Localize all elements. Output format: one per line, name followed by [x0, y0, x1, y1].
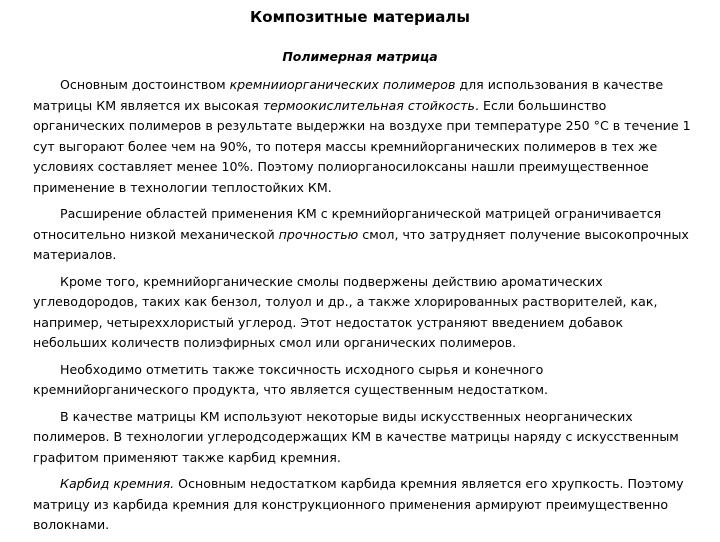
emphasis-text: термоокислительная стойкость [262, 97, 475, 113]
paragraph-strength [33, 204, 695, 266]
paragraph-text: . Если большинство органических полимеров в результате выдержки на воздухе при температуре 250 °С в течение 1 сут выгорают более чем на 90%, то потеря массы кремнийорганических полимеров в тех же условиях составляет менее 10%. Поэтому полиорганосилоксаны нашли преимущественное применение в технологии теплостойких КМ. [33, 97, 691, 195]
paragraph-advantages [33, 75, 695, 198]
paragraph-text: Основным недостатком карбида кремния является его хрупкость. Поэтому матрицу из карбида кремния для конструкционного применения армируют преимущественно волокнами. [33, 476, 684, 532]
paragraph-toxicity [33, 360, 695, 401]
paragraph-text: В качестве матрицы КМ используют некоторые виды искусственных неорганических полимеров. В технологии углеродсодержащих КМ в качестве матрицы наряду с искусственным графитом применяют также карбид кремния. [33, 408, 679, 465]
section-subtitle: Полимерная матрица [282, 49, 438, 64]
emphasis-text: Карбид кремния. [60, 476, 175, 491]
paragraph-silicon-carbide [33, 474, 695, 536]
page-title: Композитные материалы [250, 8, 470, 26]
paragraph-solvents [33, 272, 695, 354]
paragraph-text: смол, что затрудняет получение высокопрочных материалов. [33, 226, 689, 262]
emphasis-text: прочностью [278, 226, 359, 242]
paragraph-inorganic [33, 407, 695, 469]
paragraph-text: Расширение областей применения КМ с кремнийорганической матрицей ограничивается относительно низкой механической [33, 206, 662, 242]
body-text [33, 75, 695, 542]
paragraph-text: Основным достоинством [60, 77, 230, 92]
emphasis-text: кремнииорганических полимеров [229, 77, 456, 92]
paragraph-text: для использования в качестве матрицы КМ является их высокая [33, 77, 664, 113]
paragraph-text: Кроме того, кремнийорганические смолы подвержены действию ароматических углеводородов, таких как бензол, толуол и др., а также хлорированных растворителей, как, например, четыреххлористый углерод. Этот недостаток устраняют введением добавок небольших количеств полиэфирных смол или органических полимеров. [33, 273, 658, 350]
paragraph-text: Необходимо отметить также токсичность исходного сырья и конечного кремнийорганического продукта, что является существенным недостатком. [33, 361, 548, 397]
